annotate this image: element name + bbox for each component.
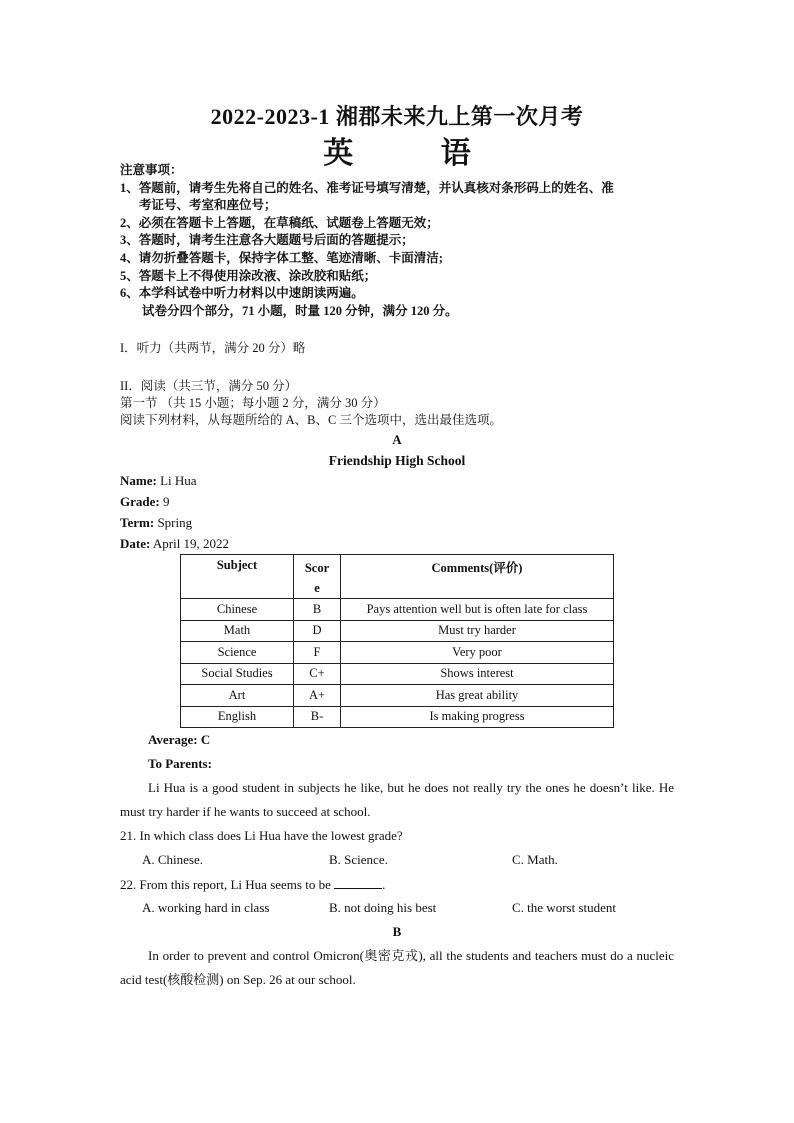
header-score [294,555,341,599]
passage-b-letter: B [392,924,402,939]
table-row [181,685,614,707]
section-reading-title: II．阅读（共三节，满分 50 分） [120,379,298,393]
question-22-stem: 22. From this report, Li Hua seems to be [120,877,331,892]
exam-summary: 试卷分四个部分，71 小题，时量 120 分钟，满分 120 分。 [142,303,458,318]
cell-subject: Math [181,620,294,642]
to-parents-heading: To Parents: [148,756,212,771]
header-score-label: Score [304,561,330,595]
q21-option-a: A. Chinese. [142,852,204,867]
passage-b-paragraph [120,944,674,992]
exam-title: 2022-2023-1 湘郡未来九上第一次月考 [210,104,584,129]
note-item-6: 6、本学科试卷中听力材料以中速朗读两遍。 [120,286,364,301]
info-date [120,536,229,552]
header-subject: Subject [181,555,294,599]
note-item-3: 3、答题时，请考生注意各大题题号后面的答题提示； [120,233,414,248]
cell-score: C+ [294,663,341,685]
average-grade: Average: C [148,732,211,747]
info-label: Term: [120,515,155,530]
question-21: 21. In which class does Li Hua have the lowest grade? [120,828,403,843]
q22-option-a: A. working hard in class [142,900,270,915]
cell-subject: Chinese [181,599,294,621]
info-label: Date: [120,536,151,551]
info-value: 9 [159,494,170,509]
note-item-4: 4、请勿折叠答题卡，保持字体工整、笔迹清晰、卡面清洁; [120,250,443,265]
passage-b-text: In order to prevent and control Omicron(奥密克戎), all the students and teachers must do a nucleic acid test(核酸检测) on Sep. 26 at our school. [120,948,674,987]
answer-blank [334,876,382,889]
table-row [181,642,614,664]
report-card-table [180,554,614,728]
table-row [181,599,614,621]
cell-comment: Very poor [341,642,614,664]
info-value: Spring [154,515,193,530]
cell-score: A+ [294,685,341,707]
cell-subject: Social Studies [181,663,294,685]
q22-option-c: C. the worst student [512,900,616,915]
question-22: 22. From this report, Li Hua seems to be . [120,877,386,892]
cell-comment: Has great ability [341,685,614,707]
notes-section [120,162,680,320]
note-item-1-cont: 考证号、考室和座位号； [139,198,277,213]
cell-score: F [294,642,341,664]
cell-subject: English [181,706,294,728]
q21-option-c: C. Math. [512,852,558,867]
section-reading-part: 第一节 （共 15 小题；每小题 2 分，满分 30 分） [120,396,386,410]
info-value: Li Hua [156,473,197,488]
note-item-5: 5、答题卡上不得使用涂改液、涂改胶和贴纸； [120,268,377,283]
table-row [181,706,614,728]
cell-subject: Science [181,642,294,664]
notes-heading: 注意事项： [120,163,183,177]
cell-comment: Shows interest [341,663,614,685]
cell-comment: Is making progress [341,706,614,728]
note-item-2: 2、必须在答题卡上答题，在草稿纸、试题卷上答题无效； [120,215,439,230]
section-reading [120,378,502,429]
school-name: Friendship High School [328,453,466,468]
cell-score: D [294,620,341,642]
header-comments: Comments(评价) [341,555,614,599]
info-label: Grade: [120,494,160,509]
cell-comment: Must try harder [341,620,614,642]
passage-a-letter: A [392,432,402,447]
info-grade [120,494,169,510]
cell-subject: Art [181,685,294,707]
info-value: April 19, 2022 [150,536,230,551]
table-row [181,663,614,685]
table-header-row [181,555,614,599]
passage-a-paragraph [120,776,674,824]
cell-score: B- [294,706,341,728]
note-item-1: 1、答题前，请考生先将自己的姓名、准考证号填写清楚，并认真核对条形码上的姓名、准 [120,180,614,195]
q22-option-b: B. not doing his best [329,900,437,915]
cell-score: B [294,599,341,621]
info-name [120,473,197,489]
passage-a-text: Li Hua is a good student in subjects he like, but he does not really try the ones he doesn’t like. He must try harder if he wants to succeed at school. [120,780,674,819]
subject-title: 英 语 [323,137,511,170]
cell-comment: Pays attention well but is often late for class [341,599,614,621]
info-term [120,515,192,531]
section-reading-instruction: 阅读下列材料，从每题所给的 A、B、C 三个选项中，选出最佳选项。 [120,413,502,427]
info-label: Name: [120,473,157,488]
q21-option-b: B. Science. [329,852,388,867]
table-row [181,620,614,642]
section-listening: I．听力（共两节，满分 20 分）略 [120,341,306,355]
